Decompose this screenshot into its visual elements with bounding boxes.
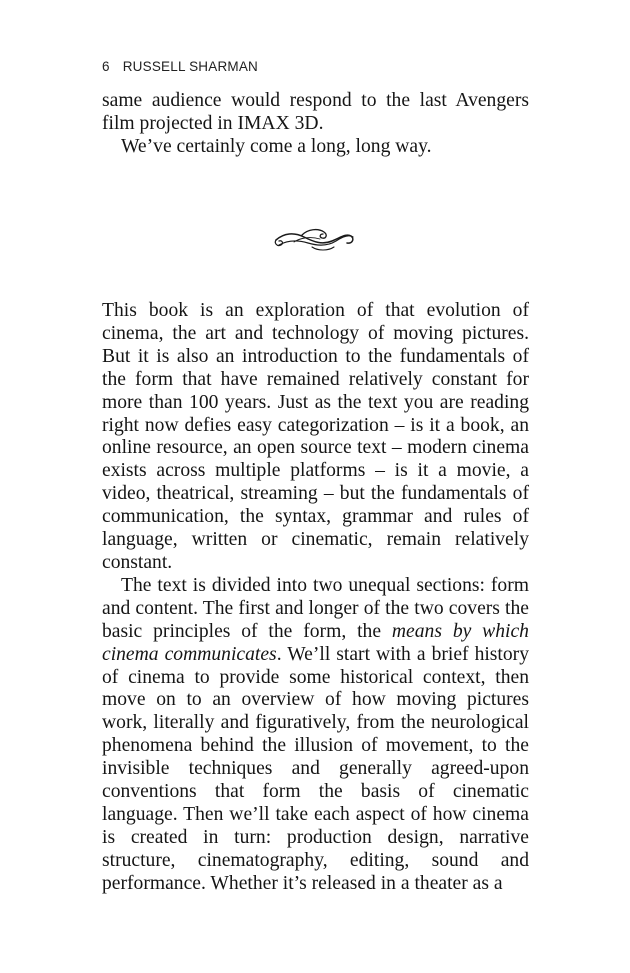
paragraph-sections <box>102 575 529 896</box>
paragraph-sections-text-start: The text is divided into two unequal sections: form and content. The first and longer of the two covers the basic principles of the form, the <box>102 574 529 642</box>
top-text-section <box>102 90 529 159</box>
paragraph-exploration: This book is an exploration of that evolution of cinema, the art and technology of moving pictures. But it is also an introduction to the fundamentals of the form that have remained relatively constant for more than 100 years. Just as the text you are reading right now defies easy categorization – is it a book, an online resource, an open source text – modern cinema exists across multiple platforms – is it a movie, a video, theatrical, streaming – but the fundamentals of communication, the syntax, grammar and rules of language, written or cinematic, remain relatively constant. <box>102 300 529 573</box>
flourish-ornament-icon <box>272 224 356 254</box>
paragraph-continuation: same audience would respond to the last Avengers film projected in IMAX 3D. <box>102 90 529 134</box>
running-head <box>102 59 258 74</box>
paragraph-sections-text-end: . We’ll start with a brief history of cinema to provide some historical context, then move on to an overview of how moving pictures work, literally and figuratively, from the neurological phenomena behind the illusion of movement, to the invisible techniques and generally agreed-upon conventions that form the basis of cinematic language. Then we’ll take each aspect of how cinema is created in turn: production design, narrative structure, cinematography, editing, sound and performance. Whether it’s released in a theater as a <box>102 643 529 894</box>
main-text-section <box>102 300 529 896</box>
paragraph-closing: We’ve certainly come a long, long way. <box>121 135 432 157</box>
author-name: RUSSELL SHARMAN <box>122 59 259 74</box>
page-number: 6 <box>102 59 110 74</box>
paragraph-sections-emphasis: means by which cinema communicates <box>102 620 529 665</box>
